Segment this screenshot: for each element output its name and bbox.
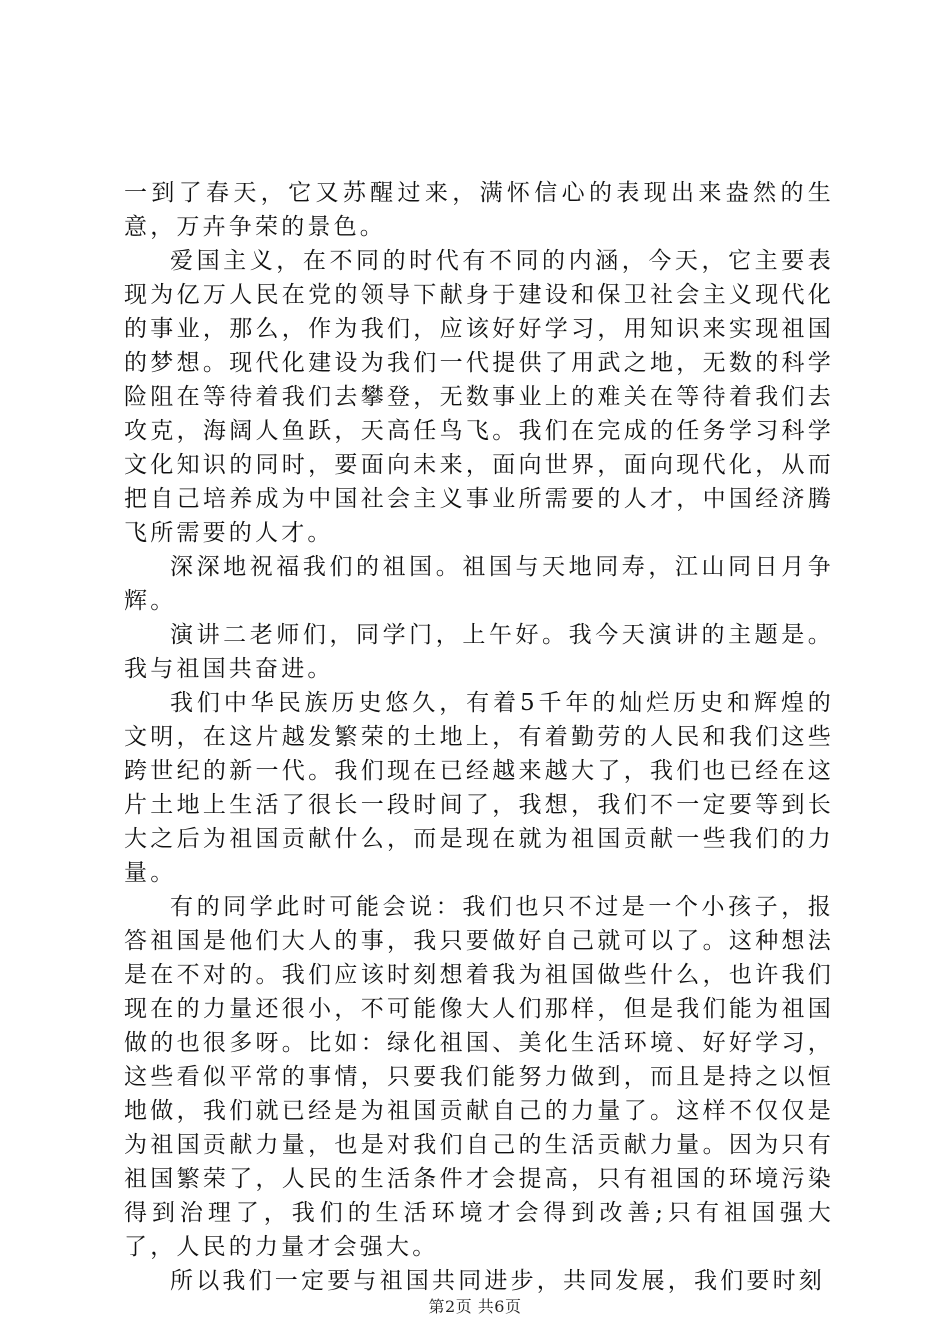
paragraph-1: 一到了春天，它又苏醒过来，满怀信心的表现出来盎然的生意，万卉争荣的景色。 [124,180,834,240]
paragraph-7: 所以我们一定要与祖国共同进步，共同发展，我们要时刻 [170,1268,825,1294]
paragraph-3: 深深地祝福我们的祖国。祖国与天地同寿，江山同日月争辉。 [124,554,834,614]
paragraph-4: 演讲二老师们，同学门，上午好。我今天演讲的主题是。我与祖国共奋进。 [124,622,834,682]
paragraph-2: 爱国主义，在不同的时代有不同的内涵，今天，它主要表现为亿万人民在党的领导下献身于建设和保卫社会主义现代化的事业，那么，作为我们，应该好好学习，用知识来实现祖国的梦想。现代化建设为我们一代提供了用武之地，无数的科学险阻在等待着我们去攀登，无数事业上的难关在等待着我们去攻克，海阔人鱼跃，天高任鸟飞。我们在完成的任务学习科学文化知识的同时，要面向未来，面向世界，面向现代化，从而把自己培养成为中国社会主义事业所需要的人才，中国经济腾飞所需要的人才。 [124,248,834,546]
body-text [124,176,834,1298]
page-footer: 第2页 共6页 [428,1297,522,1316]
paragraph-5: 我们中华民族历史悠久，有着5千年的灿烂历史和辉煌的文明，在这片越发繁荣的土地上，有着勤劳的人民和我们这些跨世纪的新一代。我们现在已经越来越大了，我们也已经在这片土地上生活了很长一段时间了，我想，我们不一定要等到长大之后为祖国贡献什么，而是现在就为祖国贡献一些我们的力量。 [124,690,834,886]
paragraph-6: 有的同学此时可能会说：我们也只不过是一个小孩子，报答祖国是他们大人的事，我只要做好自己就可以了。这种想法是在不对的。我们应该时刻想着我为祖国做些什么，也许我们现在的力量还很小，不可能像大人们那样，但是我们能为祖国做的也很多呀。比如：绿化祖国、美化生活环境、好好学习，这些看似平常的事情，只要我们能努力做到，而且是持之以恒地做，我们就已经是为祖国贡献自己的力量了。这样不仅仅是为祖国贡献力量，也是对我们自己的生活贡献力量。因为只有祖国繁荣了，人民的生活条件才会提高，只有祖国的环境污染得到治理了，我们的生活环境才会得到改善;只有祖国强大了，人民的力量才会强大。 [124,894,834,1260]
